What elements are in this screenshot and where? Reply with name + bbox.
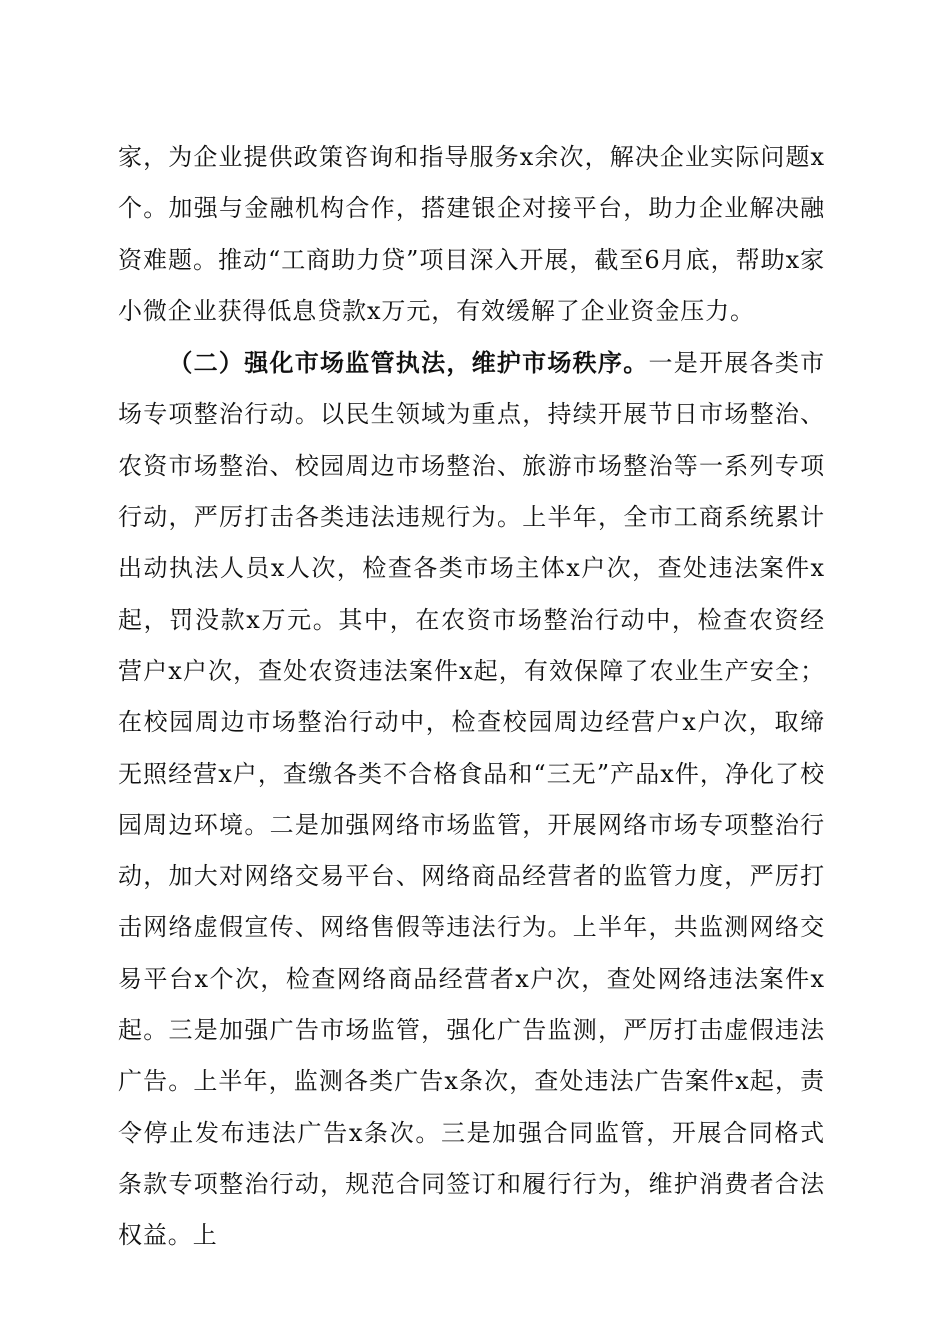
paragraph-2-body: 一是开展各类市场专项整治行动。以民生领域为重点，持续开展节日市场整治、农资市场整治、校园周边市场整治、旅游市场整治等一系列专项行动，严厉打击各类违法违规行为。上半年，全市工商系统累计出动执法人员x人次，检查各类市场主体x户次，查处违法案件x起，罚没款x万元。其中，在农资市场整治行动中，检查农资经营户x户次，查处农资违法案件x起，有效保障了农业生产安全；在校园周边市场整治行动中，检查校园周边经营户x户次，取缔无照经营x户，查缴各类不合格食品和“三无”产品x件，净化了校园周边环境。二是加强网络市场监管，开展网络市场专项整治行动，加大对网络交易平台、网络商品经营者的监管力度，严厉打击网络虚假宣传、网络售假等违法行为。上半年，共监测网络交易平台x个次，检查网络商品经营者x户次，查处网络违法案件x起。三是加强广告市场监管，强化广告监测，严厉打击虚假违法广告。上半年，监测各类广告x条次，查处违法广告案件x起，责令停止发布违法广告x条次。三是加强合同监管，开展合同格式条款专项整治行动，规范合同签订和履行行为，维护消费者合法权益。上 [118, 349, 825, 1250]
paragraph-1: 家，为企业提供政策咨询和指导服务x余次，解决企业实际问题x个。加强与金融机构合作，搭建银企对接平台，助力企业解决融资难题。推动“工商助力贷”项目深入开展，截至6月底，帮助x家小微企业获得低息贷款x万元，有效缓解了企业资金压力。 [118, 143, 825, 325]
body-text [118, 132, 825, 1262]
paragraph-2 [118, 337, 825, 1261]
section-heading: （二）强化市场监管执法，维护市场秩序。 [168, 348, 649, 378]
